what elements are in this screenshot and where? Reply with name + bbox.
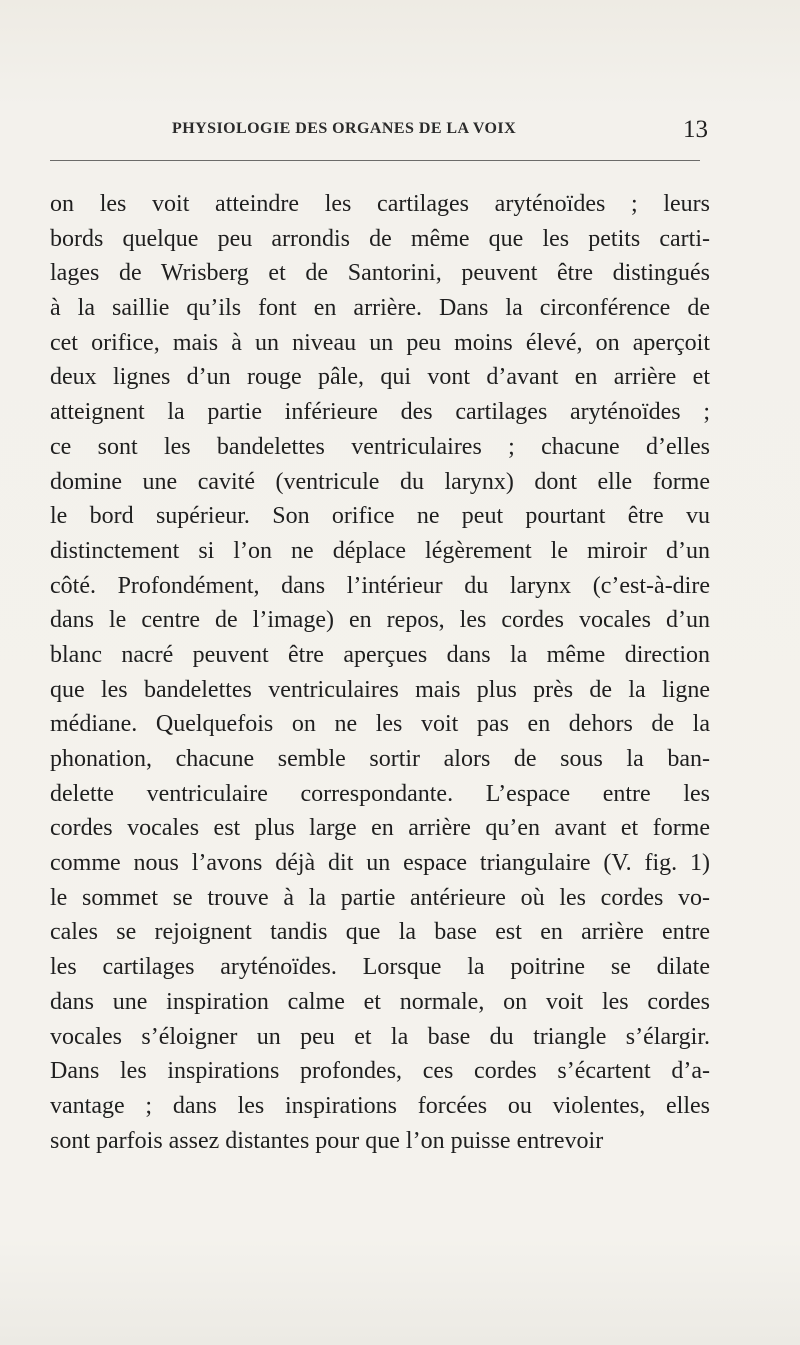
text-line: côté. Profondément, dans l’intérieur du larynx (c’est-à-dire [50,572,710,599]
text-line: deux lignes d’un rouge pâle, qui vont d’avant en arrière et [50,364,710,391]
text-line: les cartilages aryténoïdes. Lorsque la poitrine se dilate [50,954,710,981]
text-line: à la saillie qu’ils font en arrière. Dans la circonférence de [50,295,710,322]
body-text [50,187,710,1158]
text-line: bords quelque peu arrondis de même que les petits carti- [50,225,710,252]
text-line: lages de Wrisberg et de Santorini, peuvent être distingués [50,260,710,287]
text-line: dans le centre de l’image) en repos, les cordes vocales d’un [50,607,710,634]
text-line: le bord supérieur. Son orifice ne peut pourtant être vu [50,503,710,530]
text-line: atteignent la partie inférieure des cartilages aryténoïdes ; [50,399,710,426]
text-line: distinctement si l’on ne déplace légèrement le miroir d’un [50,537,710,564]
text-line: cet orifice, mais à un niveau un peu moins élevé, on aperçoit [50,329,710,356]
text-line: Dans les inspirations profondes, ces cordes s’écartent d’a- [50,1058,710,1085]
header-rule [50,160,700,161]
text-line: phonation, chacune semble sortir alors de sous la ban- [50,746,710,772]
text-line: vocales s’éloigner un peu et la base du triangle s’élargir. [50,1023,710,1050]
page-number: 13 [683,116,708,143]
text-line: vantage ; dans les inspirations forcées ou violentes, elles [50,1092,710,1119]
text-line: domine une cavité (ventricule du larynx) dont elle forme [50,468,710,495]
text-line: le sommet se trouve à la partie antérieure où les cordes vo- [50,884,710,911]
text-line: sont parfois assez distantes pour que l’on puisse entrevoir [50,1127,604,1154]
text-line: cordes vocales est plus large en arrière qu’en avant et forme [50,815,710,842]
text-line: comme nous l’avons déjà dit un espace triangulaire (V. fig. 1) [50,850,710,877]
text-line: delette ventriculaire correspondante. L’espace entre les [50,780,710,807]
text-line: que les bandelettes ventriculaires mais plus près de la ligne [50,676,710,703]
text-line: médiane. Quelquefois on ne les voit pas en dehors de la [50,711,710,738]
text-line: ce sont les bandelettes ventriculaires ; chacune d’elles [50,433,710,460]
running-head [50,112,710,150]
text-line: blanc nacré peuvent être aperçues dans la même direction [50,641,710,668]
text-line: on les voit atteindre les cartilages aryténoïdes ; leurs [50,191,710,217]
text-line: dans une inspiration calme et normale, on voit les cordes [50,988,710,1015]
running-title: PHYSIOLOGIE DES ORGANES DE LA VOIX [172,120,517,137]
text-line: cales se rejoignent tandis que la base est en arrière entre [50,919,710,946]
